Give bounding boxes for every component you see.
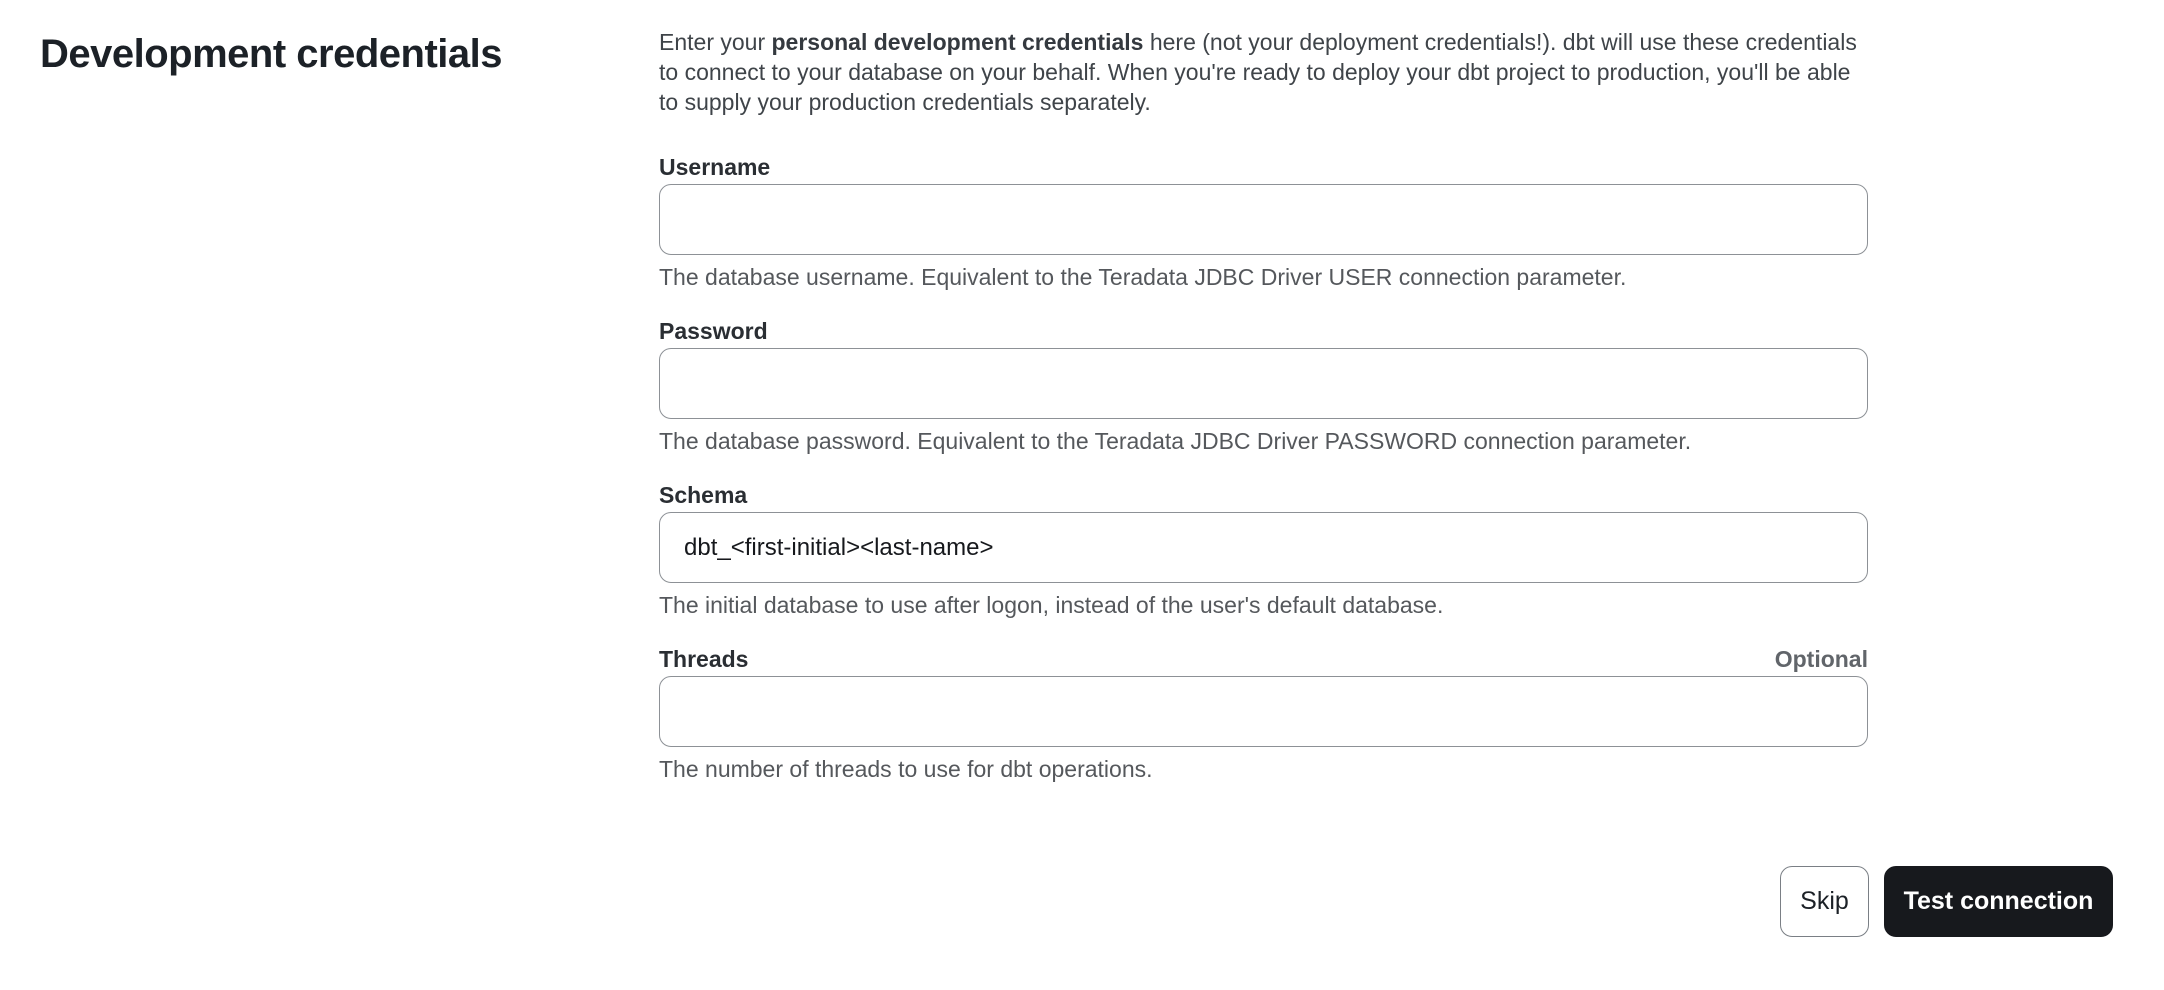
footer-actions — [1780, 866, 2113, 937]
page-title: Development credentials — [40, 32, 502, 76]
intro-bold: personal development credentials — [771, 29, 1144, 55]
skip-button[interactable]: Skip — [1780, 866, 1869, 937]
schema-help: The initial database to use after logon, instead of the user's default database. — [659, 592, 1444, 618]
schema-label: Schema — [659, 482, 748, 508]
intro-suffix: here (not your deployment credentials!). dbt will use these credentials to connect to your database on your behalf. When you're ready to deploy your dbt project to production, you'll be able to supply your production credentials separately. — [659, 29, 1857, 115]
intro-text — [659, 27, 1868, 117]
schema-input[interactable] — [659, 512, 1868, 583]
field-schema — [659, 481, 1868, 618]
intro-prefix: Enter your — [659, 29, 772, 55]
password-input[interactable] — [659, 348, 1868, 419]
threads-label: Threads — [659, 646, 749, 672]
credentials-form — [659, 0, 1868, 782]
username-help: The database username. Equivalent to the Teradata JDBC Driver USER connection parameter. — [659, 264, 1627, 290]
username-label: Username — [659, 154, 771, 180]
username-input[interactable] — [659, 184, 1868, 255]
password-help: The database password. Equivalent to the Teradata JDBC Driver PASSWORD connection parameter. — [659, 428, 1692, 454]
threads-input[interactable] — [659, 676, 1868, 747]
field-username — [659, 153, 1868, 290]
field-password — [659, 317, 1868, 454]
field-threads — [659, 645, 1868, 782]
threads-optional-badge: Optional — [1774, 646, 1868, 672]
test-connection-button[interactable]: Test connection — [1884, 866, 2113, 937]
password-label: Password — [659, 318, 768, 344]
threads-help: The number of threads to use for dbt operations. — [659, 756, 1153, 782]
